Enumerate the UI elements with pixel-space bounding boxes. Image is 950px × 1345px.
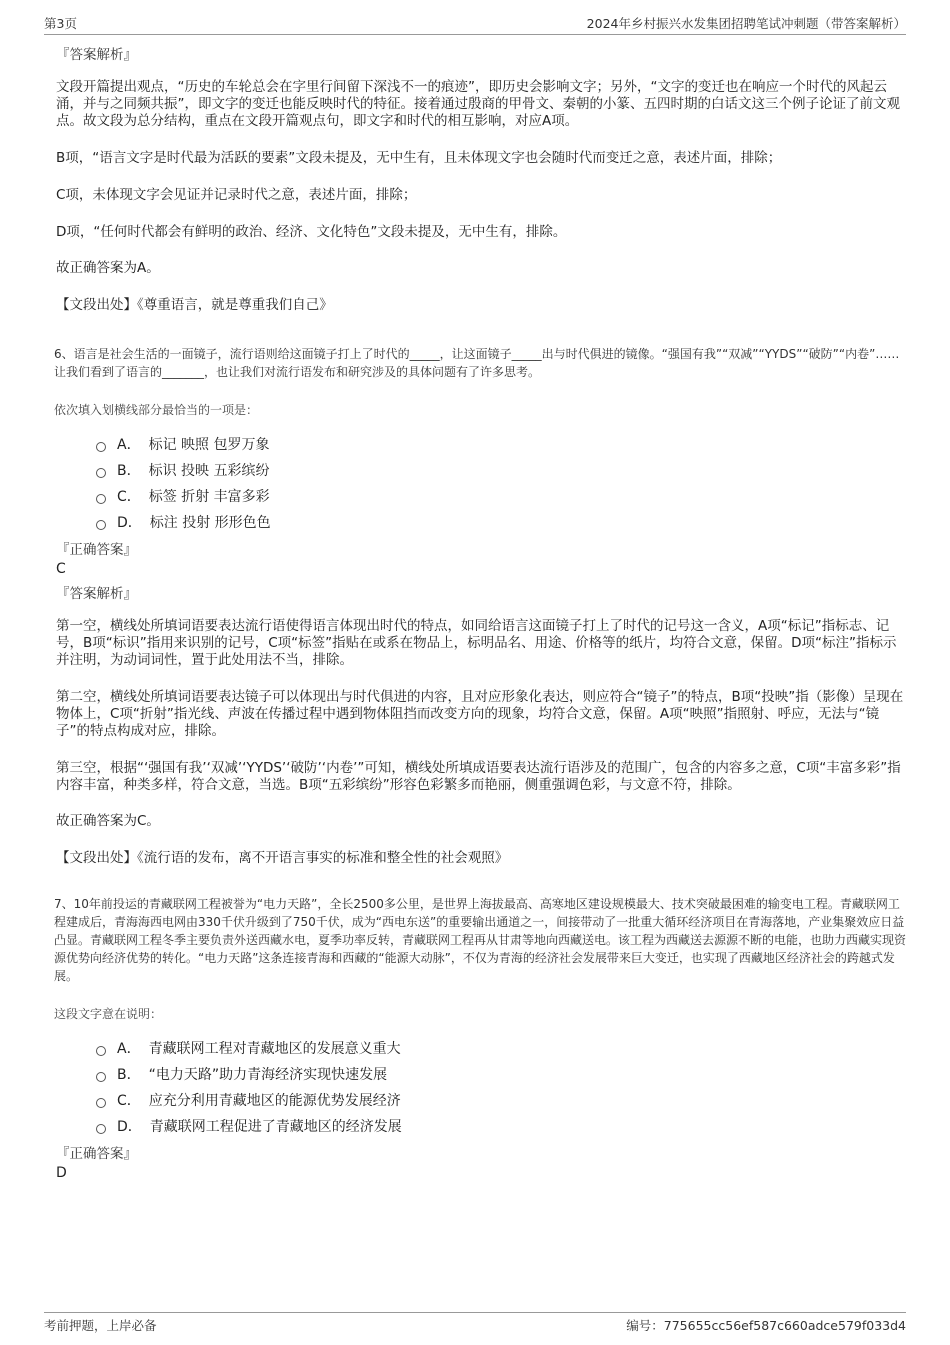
q7-answer-heading: 『正确答案』 [56, 1146, 137, 1162]
q7-option-c[interactable]: C． 应充分利用青藏地区的能源优势发展经济 [96, 1088, 906, 1114]
q7-prompt: 这段文字意在说明： [54, 1007, 163, 1021]
radio-icon[interactable] [96, 520, 106, 530]
q5-analysis-para-4: D项，“任何时代都会有鲜明的政治、经济、文化特色”文段未提及，无中生有，排除。 [56, 224, 567, 240]
q6-analysis-para-3: 第三空，根据“‘强国有我’‘双减’‘YYDS’‘破防’‘内卷’”可知，横线处所填成语要表达流行语涉及的范围广，包含的内容多之意，C项“丰富多彩”指内容丰富，种类多样，符合文意，当选。B项“五彩缤纷”形容色彩繁多而艳丽，侧重强调色彩，与文意不符，排除。 [56, 760, 901, 793]
q6-answer-heading: 『正确答案』 [56, 542, 137, 558]
q7-stem: 7、10年前投运的青藏联网工程被誉为“电力天路”，全长2500多公里，是世界上海拔最高、高寒地区建设规模最大、技术突破最困难的输变电工程。青藏联网工程建成后，青海海西电网由330千伏升级到了750千伏，成为“西电东送”的重要输出通道之一，间接带动了一批重大循环经济项目在青海落地，产业集聚效应日益凸显。青藏联网工程冬季主要负责外送西藏水电，夏季功率反转，青藏联网工程再从甘肃等地向西藏送电。该工程为西藏送去源源不断的电能，也助力西藏实现资源优势向经济优势的转化。“电力天路”这条连接青海和西藏的“能源大动脉”，不仅为青海的经济社会发展带来巨大变迁，也实现了西藏地区经济社会的跨越式发展。 [54, 897, 907, 983]
q6-option-c[interactable]: C． 标签 折射 丰富多彩 [96, 484, 906, 510]
q7-option-b[interactable]: B． “电力天路”助力青海经济实现快速发展 [96, 1062, 906, 1088]
q6-answer: C [56, 561, 66, 577]
q5-analysis-heading: 『答案解析』 [56, 47, 137, 63]
q6-options [96, 432, 906, 536]
q6-source: 【文段出处】《流行语的发布，离不开语言事实的标准和整全性的社会观照》 [56, 850, 509, 866]
q6-prompt: 依次填入划横线部分最恰当的一项是： [54, 403, 259, 417]
q7-options [96, 1036, 906, 1140]
q5-analysis-para-2: B项，“语言文字是时代最为活跃的要素”文段未提及，无中生有，且未体现文字也会随时代而变迁之意，表述片面，排除； [56, 150, 782, 166]
q6-analysis-para-2: 第二空，横线处所填词语要表达镜子可以体现出与时代俱进的内容，且对应形象化表达，则应符合“镜子”的特点，B项“投映”指（影像）呈现在物体上，C项“折射”指光线、声波在传播过程中遇到物体阻挡而改变方向的现象，均符合文意，保留。A项“映照”指照射、呼应，无法与“镜子”的特点构成对应，排除。 [56, 689, 904, 739]
q7-answer: D [56, 1165, 67, 1181]
document-id: 编号：775655cc56ef587c660adce579f033d4 [626, 1318, 906, 1333]
radio-icon[interactable] [96, 1072, 106, 1082]
q6-option-a[interactable]: A． 标记 映照 包罗万象 [96, 432, 906, 458]
page-number: 第3页 [44, 16, 77, 31]
radio-icon[interactable] [96, 468, 106, 478]
q5-analysis-para-1: 文段开篇提出观点，“历史的车轮总会在字里行间留下深浅不一的痕迹”，即历史会影响文字；另外，“文字的变迁也在响应一个时代的风起云涌，并与之同频共振”，即文字的变迁也能反映时代的特征。接着通过殷商的甲骨文、秦朝的小篆、五四时期的白话文这三个例子论证了前文观点。故文段为总分结构，重点在文段开篇观点句，即文字和时代的相互影响，对应A项。 [56, 79, 900, 129]
radio-icon[interactable] [96, 1098, 106, 1108]
q6-analysis-heading: 『答案解析』 [56, 586, 137, 602]
page-footer [44, 1312, 906, 1337]
q6-correct-answer-line: 故正确答案为C。 [56, 813, 160, 829]
radio-icon[interactable] [96, 1046, 106, 1056]
page-header [44, 14, 906, 35]
q5-correct-answer-line: 故正确答案为A。 [56, 260, 160, 276]
q5-analysis-para-3: C项，未体现文字会见证并记录时代之意，表述片面，排除； [56, 187, 417, 203]
footer-slogan: 考前押题，上岸必备 [44, 1318, 157, 1333]
document-title: 2024年乡村振兴水发集团招聘笔试冲刺题（带答案解析） [586, 16, 906, 31]
radio-icon[interactable] [96, 442, 106, 452]
q6-option-b[interactable]: B． 标识 投映 五彩缤纷 [96, 458, 906, 484]
page-content [56, 45, 906, 1182]
q5-source: 【文段出处】《尊重语言，就是尊重我们自己》 [56, 297, 333, 313]
radio-icon[interactable] [96, 1124, 106, 1134]
q7-option-d[interactable]: D． 青藏联网工程促进了青藏地区的经济发展 [96, 1114, 906, 1140]
radio-icon[interactable] [96, 494, 106, 504]
q6-option-d[interactable]: D． 标注 投射 形形色色 [96, 510, 906, 536]
q6-stem: 6、语言是社会生活的一面镜子，流行语则给这面镜子打上了时代的_____，让这面镜子_____出与时代俱进的镜像。“强国有我”“双减”“YYDS”“破防”“内卷”……让我们看到了语言的_______，也让我们对流行语发布和研究涉及的具体问题有了许多思考。 [54, 347, 900, 379]
q6-analysis-para-1: 第一空，横线处所填词语要表达流行语使得语言体现出时代的特点，如同给语言这面镜子打上了时代的记号这一含义，A项“标记”指标志、记号，B项“标识”指用来识别的记号，C项“标签”指贴在或系在物品上，标明品名、用途、价格等的纸片，均符合文意，保留。D项“标注”指标示并注明，为动词词性，置于此处用法不当，排除。 [56, 618, 897, 668]
q7-option-a[interactable]: A． 青藏联网工程对青藏地区的发展意义重大 [96, 1036, 906, 1062]
